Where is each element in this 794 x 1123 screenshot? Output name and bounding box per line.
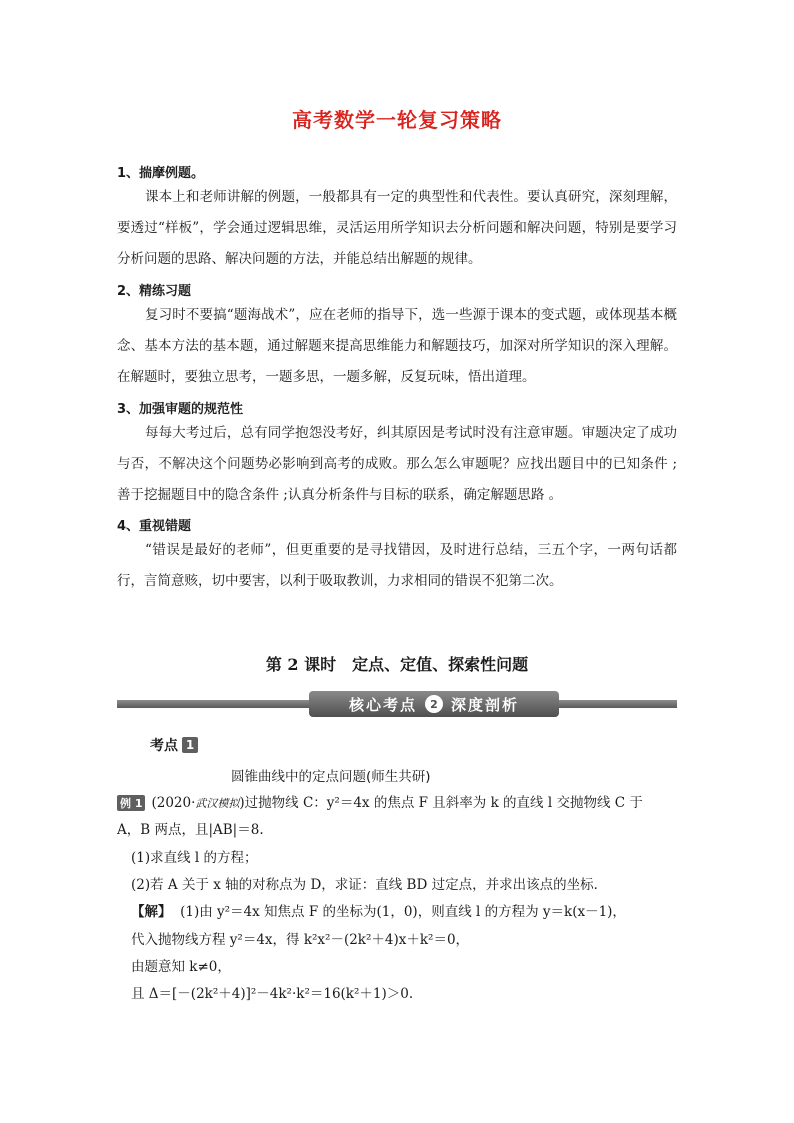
- banner-left-text: 核心考点: [348, 695, 417, 714]
- section-text-2: 复习时不要搞“题海战术”，应在老师的指导下，选一些源于课本的变式题，或体现基本概念、基本方法的基本题，通过解题来提高思维能力和解题技巧，加深对所学知识的深入理解。在解题时，要独立思考，一题多思，一题多解，反复玩味，悟出道理。: [117, 307, 677, 385]
- banner-band-left: [117, 700, 317, 708]
- section-text-3: 每每大考过后，总有同学抱怨没考好，纠其原因是考试时没有注意审题。审题决定了成功与否，不解决这个问题势必影响到高考的成败。那么怎么审题呢？应找出题目中的已知条件 ;善于挖掘题目中的隐含条件 ;认真分析条件与目标的联系，确定解题思路 。: [117, 425, 677, 503]
- section-heading-2: 2、精练习题: [117, 284, 192, 299]
- banner-band-right: [559, 700, 677, 708]
- example-text-1: )过抛物线 C：y²＝4x 的焦点 F 且斜率为 k 的直线 l 交抛物线 C 于: [239, 795, 643, 811]
- question-1: (1)求直线 l 的方程；: [131, 850, 258, 866]
- example-year: (2020·: [151, 795, 196, 811]
- solution-line-2: 代入抛物线方程 y²＝4x，得 k²x²－(2k²＋4)x＋k²＝0，: [131, 932, 470, 948]
- solution-line-4: 且 Δ＝[－(2k²＋4)]²－4k²·k²＝16(k²＋1)＞0.: [131, 986, 414, 1002]
- example-tag: 例 1: [117, 795, 145, 811]
- example-source: 武汉模拟: [195, 797, 240, 810]
- question-2: (2)若 A 关于 x 轴的对称点为 D，求证：直线 BD 过定点，并求出该点的坐标．: [131, 877, 608, 893]
- solution-line-3: 由题意知 k≠0，: [131, 959, 231, 975]
- kaodian-number-badge: 1: [182, 737, 198, 753]
- banner-pill: [309, 691, 559, 717]
- banner-number-badge: 2: [425, 695, 443, 713]
- section-text-1: 课本上和老师讲解的例题，一般都具有一定的典型性和代表性。要认真研究，深刻理解，要透过“样板”，学会通过逻辑思维，灵活运用所学知识去分析问题和解决问题，特别是要学习分析问题的思路、解决问题的方法，并能总结出解题的规律。: [117, 189, 677, 267]
- banner-right-text: 深度剖析: [451, 695, 520, 714]
- lesson-title: 第 2 课时 定点、定值、探索性问题: [265, 655, 529, 674]
- kaodian-heading: [150, 735, 198, 755]
- kaodian-label: 考点: [150, 738, 178, 754]
- solution-label: 【解】: [131, 904, 172, 920]
- solution-line-1: [131, 900, 626, 920]
- page-title: 高考数学一轮复习策略: [292, 108, 502, 132]
- section-heading-4: 4、重视错题: [117, 519, 192, 534]
- section-heading-3: 3、加强审题的规范性: [117, 402, 244, 417]
- section-heading-1: 1、揣摩例题。: [117, 166, 205, 181]
- section-banner: [117, 691, 677, 717]
- section-text-4: “错误是最好的老师”，但更重要的是寻找错因，及时进行总结，三五个字，一两句话都行，言简意赅，切中要害，以利于吸取教训，力求相同的错误不犯第二次。: [117, 542, 677, 589]
- example-line-1: [117, 791, 643, 811]
- solution-text-1: (1)由 y²＝4x 知焦点 F 的坐标为(1，0)，则直线 l 的方程为 y＝k(x－1)，: [180, 904, 626, 920]
- example-line-2: A，B 两点，且|AB|＝8.: [117, 822, 264, 838]
- topic-title: 圆锥曲线中的定点问题(师生共研): [231, 769, 431, 785]
